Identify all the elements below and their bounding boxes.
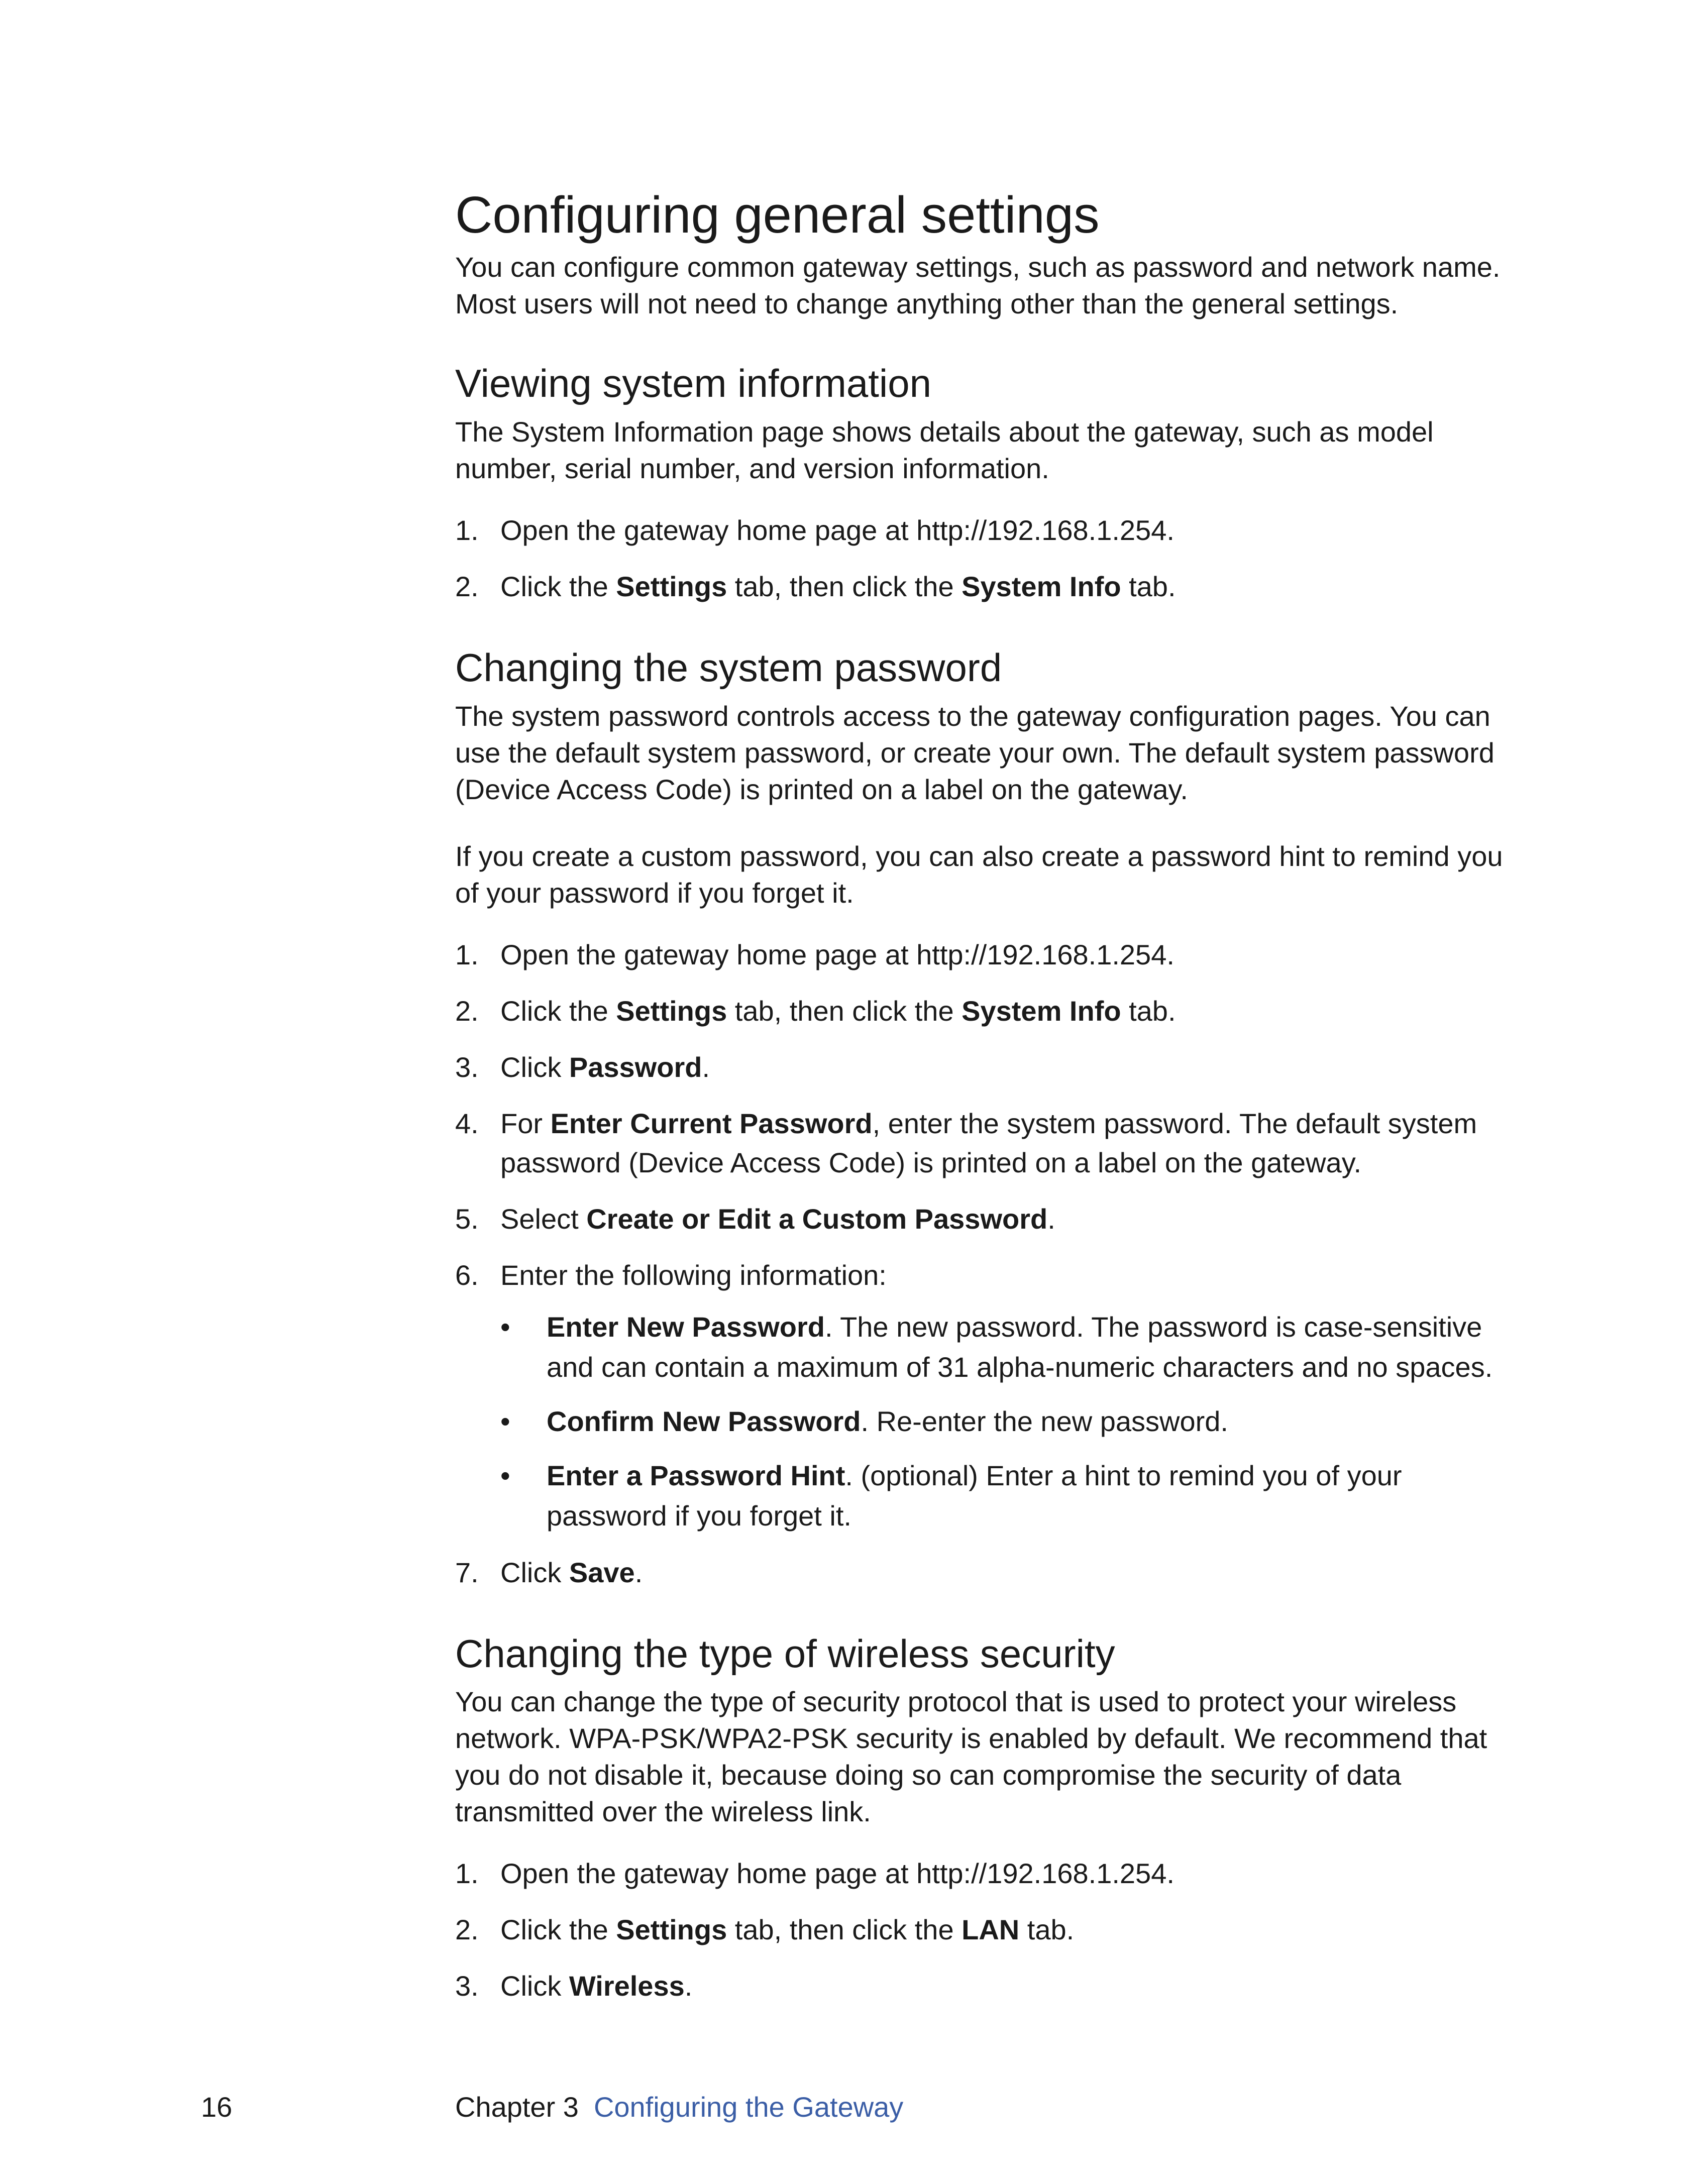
steps-list	[455, 511, 1520, 606]
steps-list	[455, 1854, 1520, 2006]
ui-term: Settings	[616, 1914, 727, 1946]
bullet-text: . The new password. The password is case-sensitive and can contain a maximum of 31 alpha-numeric characters and no spaces.	[547, 1311, 1493, 1383]
section-intro: The System Information page shows details about the gateway, such as model number, serial number, and version information.	[455, 416, 1434, 485]
step-number: 2.	[455, 571, 479, 603]
step-number: 2.	[455, 1914, 479, 1946]
list-item	[455, 1200, 1520, 1239]
step-text: tab.	[1019, 1914, 1075, 1946]
ui-term: Create or Edit a Custom Password	[586, 1203, 1048, 1235]
step-number: 3.	[455, 1970, 479, 2002]
heading-viewing-system-information: Viewing system information	[455, 361, 931, 406]
section-intro: You can change the type of security protocol that is used to protect your wireless network. WPA-PSK/WPA2-PSK security is enabled by default. We recommend that you do not disable it, because doing so can compromise the security of data transmitted over the wireless link.	[455, 1686, 1487, 1828]
step-text: Open the gateway home page at http://192.168.1.254.	[500, 1858, 1175, 1890]
ui-term: Wireless	[569, 1970, 685, 2002]
step-number: 1.	[455, 514, 479, 547]
step-number: 2.	[455, 995, 479, 1027]
step-text: Click the	[500, 995, 616, 1027]
step-text: Enter the following information:	[500, 1259, 887, 1291]
page-content	[455, 186, 1520, 2023]
step-text: , enter the system password. The default system password (Device Access Code) is printed on a label on the gateway.	[500, 1107, 1477, 1178]
ui-term: Enter Current Password	[550, 1107, 873, 1139]
step-text: tab, then click the	[727, 995, 962, 1027]
bullet-marker: •	[500, 1311, 510, 1343]
step-text: tab.	[1121, 995, 1176, 1027]
page-title: Configuring general settings	[455, 186, 1100, 244]
bullet-item	[500, 1401, 1520, 1442]
ui-term: Password	[569, 1051, 702, 1083]
bullet-marker: •	[500, 1459, 510, 1491]
step-text: Click	[500, 1051, 569, 1083]
chapter-title-link[interactable]: Configuring the Gateway	[593, 2091, 904, 2123]
section-intro: You can configure common gateway settings, such as password and network name. Most users will not need to change anything other than the general settings.	[455, 251, 1501, 320]
step-text: Select	[500, 1203, 587, 1235]
list-item	[455, 992, 1520, 1031]
step-text: Open the gateway home page at http://192.168.1.254.	[500, 514, 1175, 547]
bullet-marker: •	[500, 1405, 510, 1437]
chapter-label	[455, 2090, 903, 2125]
step-text: .	[684, 1970, 693, 2002]
step-text: .	[702, 1051, 710, 1083]
ui-term: Save	[569, 1556, 635, 1588]
steps-list	[455, 935, 1520, 1592]
step-text: Click	[500, 1970, 569, 2002]
ui-term: Enter New Password	[547, 1311, 825, 1343]
step-text: .	[634, 1556, 643, 1588]
step-number: 1.	[455, 938, 479, 970]
step-number: 1.	[455, 1858, 479, 1890]
list-item	[455, 1104, 1520, 1182]
list-item	[455, 1854, 1520, 1893]
step-text: tab, then click the	[727, 571, 962, 603]
ui-term: Settings	[616, 995, 727, 1027]
list-item	[455, 935, 1520, 974]
step-number: 4.	[455, 1107, 479, 1139]
list-item	[455, 1967, 1520, 2006]
page-number: 16	[201, 2091, 233, 2123]
list-item	[455, 511, 1520, 550]
ui-term: System Info	[962, 995, 1121, 1027]
step-text: Click the	[500, 1914, 616, 1946]
step-text: Click the	[500, 571, 616, 603]
step-number: 3.	[455, 1051, 479, 1083]
step-text: For	[500, 1107, 551, 1139]
bullet-item	[500, 1456, 1520, 1536]
ui-term: LAN	[962, 1914, 1020, 1946]
ui-term: Settings	[616, 571, 727, 603]
bullet-item	[500, 1307, 1520, 1387]
step-number: 6.	[455, 1259, 479, 1291]
step-text: Open the gateway home page at http://192.168.1.254.	[500, 938, 1175, 970]
step-number: 7.	[455, 1556, 479, 1588]
bullet-text: . (optional) Enter a hint to remind you of your password if you forget it.	[547, 1459, 1402, 1532]
section-paragraph: The system password controls access to the gateway configuration pages. You can use the default system password, or create your own. The default system password (Device Access Code) is printed on a label on the gateway.	[455, 700, 1494, 805]
list-item	[455, 1553, 1520, 1592]
list-item	[455, 1048, 1520, 1087]
ui-term: System Info	[962, 571, 1121, 603]
step-number: 5.	[455, 1203, 479, 1235]
heading-changing-system-password: Changing the system password	[455, 645, 1002, 690]
list-item	[455, 567, 1520, 606]
step-text: tab.	[1121, 571, 1176, 603]
list-item	[455, 1256, 1520, 1536]
step-text: tab, then click the	[727, 1914, 962, 1946]
list-item	[455, 1910, 1520, 1949]
ui-term: Enter a Password Hint	[547, 1459, 845, 1491]
ui-term: Confirm New Password	[547, 1405, 861, 1437]
section-paragraph: If you create a custom password, you can also create a password hint to remind you of your password if you forget it.	[455, 840, 1503, 909]
bullet-text: . Re-enter the new password.	[861, 1405, 1228, 1437]
step-text: .	[1047, 1203, 1055, 1235]
chapter-number: Chapter 3	[455, 2091, 579, 2123]
step-text: Click	[500, 1556, 569, 1588]
heading-changing-wireless-security: Changing the type of wireless security	[455, 1631, 1115, 1676]
bullet-list	[500, 1307, 1520, 1536]
